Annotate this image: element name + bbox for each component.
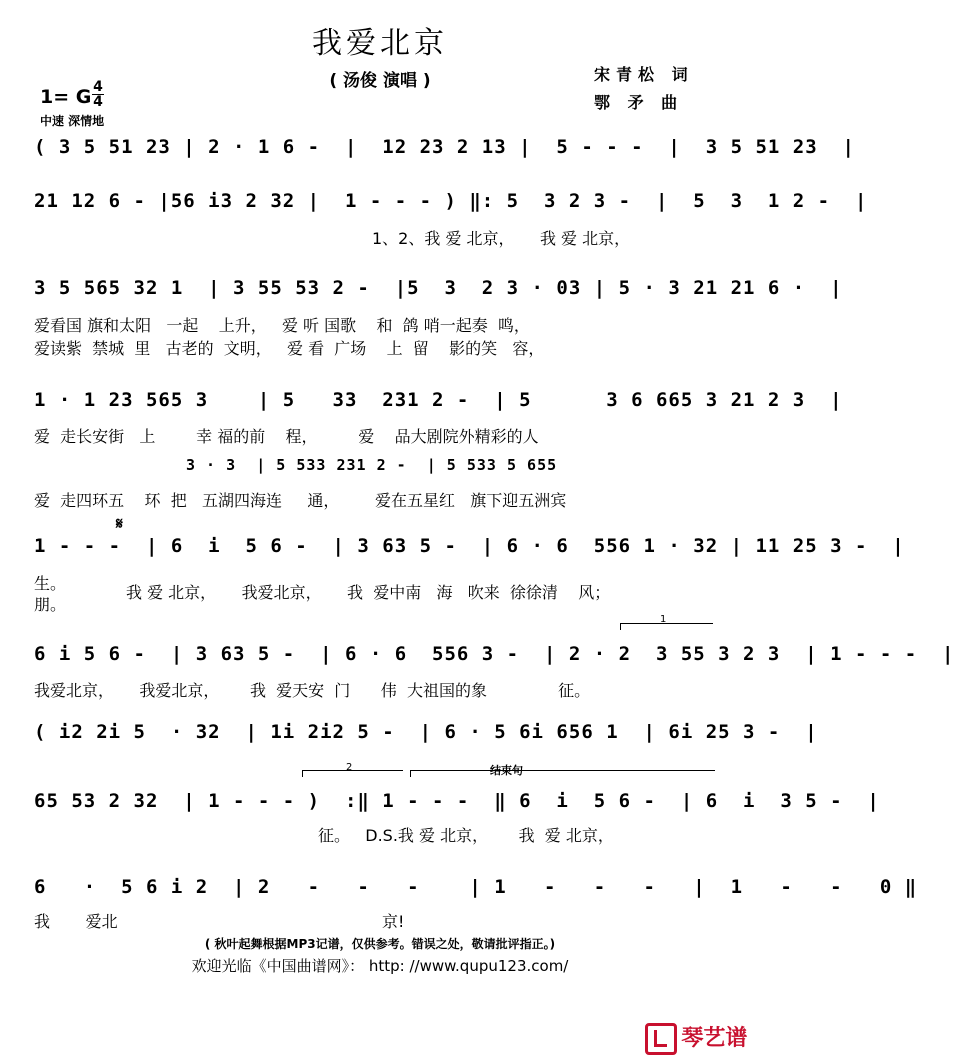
score-line-3: 3 5 565 32 1 | 3 55 53 2 - |5 3 2 3 · 03 | 5 · 3 21 21 6 · | xyxy=(34,277,843,299)
volta-bracket-1 xyxy=(620,623,713,630)
score-line-4: 1 · 1 23 565 3 | 5 33 231 2 - | 5 3 6 665 3 21 2 3 | xyxy=(34,389,843,411)
lyric-line-3b: 爱读紫 禁城 里 古老的 文明， 爱 看 广场 上 留 影的笑 容， xyxy=(34,339,545,358)
lyric-line-5: 我 爱 北京， 我爱北京， 我 爱中南 海 吹来 徐徐清 风； xyxy=(126,583,611,602)
score-line-4b: 3 · 3 | 5 533 231 2 - | 5 533 5 655 xyxy=(186,456,558,474)
key-signature: 1= G xyxy=(40,86,92,108)
performer: ( 汤俊 演唱 ) xyxy=(329,71,431,91)
lyric-line-4b: 爱 走四环五 环 把 五湖四海连 通， 爱在五星红 旗下迎五洲宾 xyxy=(34,491,567,510)
volta-label-1: 1 xyxy=(660,614,667,625)
score-line-1: ( 3 5 51 23 | 2 · 1 6 - | 12 23 2 13 | 5 - - - | 3 5 51 23 | xyxy=(34,136,855,158)
time-signature xyxy=(92,80,104,109)
time-bottom: 4 xyxy=(93,94,103,110)
welcome-link[interactable]: 欢迎光临《中国曲谱网》： http: //www.qupu123.com/ xyxy=(191,957,569,975)
score-line-8: 65 53 2 32 | 1 - - - ) :‖ 1 - - - ‖ 6 i 5 6 - | 6 i 3 5 - | xyxy=(34,790,880,812)
segno-sign: 𝄋 xyxy=(116,514,123,533)
lyricist-credit: 宋青松 词 xyxy=(594,65,694,84)
ending-bracket xyxy=(410,770,715,777)
logo-text: 琴艺谱 xyxy=(681,1026,748,1051)
lyric-line-5b: 朋。 xyxy=(34,595,67,614)
logo-icon xyxy=(645,1023,677,1055)
song-title: 我爱北京 xyxy=(312,26,448,61)
transcription-note: ( 秋叶起舞根据MP3记谱，仅供参考。错误之处，敬请批评指正。) xyxy=(204,937,556,951)
site-logo xyxy=(630,996,747,1055)
ending-label: 结束句 xyxy=(490,764,523,777)
lyric-line-9a: 我 爱北 xyxy=(34,912,118,931)
lyric-line-5a: 生。 xyxy=(34,574,67,593)
lyric-line-2: 1、2、我 爱 北京， 我 爱 北京， xyxy=(372,229,631,248)
score-line-5: 1 - - - | 6 i 5 6 - | 3 63 5 - | 6 · 6 556 1 · 32 | 11 25 3 - | xyxy=(34,535,905,557)
score-line-9: 6 · 5 6 i 2 | 2 - - - | 1 - - - | 1 - - 0 ‖ xyxy=(34,876,918,898)
time-top: 4 xyxy=(93,79,103,95)
lyric-line-6: 我爱北京， 我爱北京， 我 爱天安 门 伟 大祖国的象 征。 xyxy=(34,681,591,700)
volta-bracket-2 xyxy=(302,770,403,777)
score-line-7: ( i2 2i 5 · 32 | 1i 2i2 5 - | 6 · 5 6i 656 1 | 6i 25 3 - | xyxy=(34,721,818,743)
score-line-6: 6 i 5 6 - | 3 63 5 - | 6 · 6 556 3 - | 2 · 2 3 55 3 2 3 | 1 - - - | xyxy=(34,643,954,665)
lyric-line-8: 征。 D.S.我 爱 北京， 我 爱 北京， xyxy=(318,826,614,845)
lyric-line-3a: 爱看国 旗和太阳 一起 上升， 爱 听 国歌 和 鸽 哨一起奏 鸣， xyxy=(34,316,530,335)
volta-label-2: 2 xyxy=(346,762,353,773)
score-line-2: 21 12 6 - |56 i3 2 32 | 1 - - - ) ‖: 5 3 2 3 - | 5 3 1 2 - | xyxy=(34,190,868,212)
lyric-line-4: 爱 走长安街 上 幸 福的前 程， 爱 品大剧院外精彩的人 xyxy=(34,427,539,446)
lyric-line-9b: 京! xyxy=(382,912,405,931)
tempo-marking: 中速 深情地 xyxy=(40,114,105,128)
composer-credit: 鄂 矛 曲 xyxy=(594,93,684,112)
